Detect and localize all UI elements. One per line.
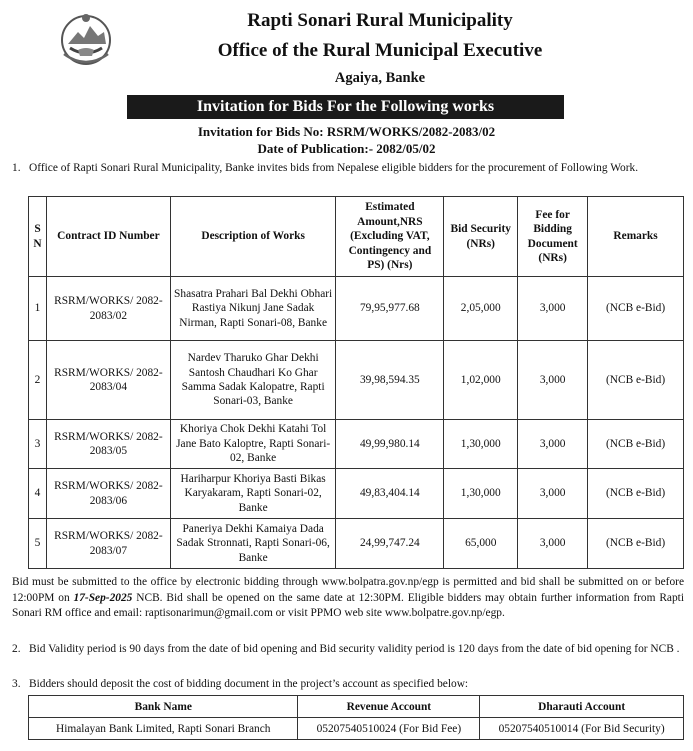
header-fee: Fee for Bidding Document (NRs) [518, 197, 588, 277]
revenue-account: 05207540510024 (For Bid Fee) [298, 718, 480, 740]
row-contract-id: RSRM/WORKS/ 2082-2083/07 [46, 519, 170, 569]
municipality-title: Rapti Sonari Rural Municipality [247, 10, 513, 31]
submission-text-a: Bid must be submitted to the office by electronic bidding through www.bolpatra.gov.np/egp is permitted and bid shall be submitted on or before 12:00PM on [12, 576, 684, 604]
row-security: 2,05,000 [444, 277, 518, 341]
table-row [29, 519, 684, 569]
deposit-number: 3. [12, 678, 21, 690]
row-description: Nardev Tharuko Ghar Dekhi Santosh Chaudhari Ko Ghar Samma Sadak Kalopatre, Rapti Sonari-03, Banke [170, 341, 336, 420]
row-fee: 3,000 [518, 277, 588, 341]
header-estimated-amount: Estimated Amount,NRS (Excluding VAT, Contingency and PS) (Nrs) [336, 197, 444, 277]
row-contract-id: RSRM/WORKS/ 2082-2083/04 [46, 341, 170, 420]
works-table-header [29, 197, 684, 277]
row-amount: 24,99,747.24 [336, 519, 444, 569]
intro-text: Office of Rapti Sonari Rural Municipality, Banke invites bids from Nepalese eligible bidders for the procurement of Following Work. [29, 162, 639, 174]
deposit-text: Bidders should deposit the cost of bidding document in the project’s account as specified below: [29, 678, 469, 690]
row-amount: 49,99,980.14 [336, 420, 444, 469]
bank-name: Himalayan Bank Limited, Rapti Sonari Branch [29, 718, 298, 740]
row-description: Hariharpur Khoriya Basti Bikas Karyakaram, Rapti Sonari-02, Banke [170, 469, 336, 519]
row-security: 1,02,000 [444, 341, 518, 420]
header-sn: S N [29, 197, 47, 277]
submission-deadline: 17-Sep-2025 [73, 591, 133, 604]
submission-text-b: NCB. Bid shall be opened on the same date at 12:30PM. Eligible bidders may obtain further information from Rapti Sonari RM office and email: raptisonarimun@gmail.com or visit PPMO web site www.bolpatre.gov.np/egp. [12, 591, 685, 619]
works-table [28, 196, 684, 569]
notice-banner: Invitation for Bids For the Following works [127, 95, 564, 119]
header-remarks: Remarks [588, 197, 684, 277]
table-row [29, 469, 684, 519]
row-contract-id: RSRM/WORKS/ 2082-2083/05 [46, 420, 170, 469]
header-contract-id: Contract ID Number [46, 197, 170, 277]
publication-date: Date of Publication:- 2082/05/02 [257, 141, 436, 156]
row-security: 1,30,000 [444, 469, 518, 519]
submission-paragraph [12, 575, 684, 622]
table-row [29, 277, 684, 341]
row-contract-id: RSRM/WORKS/ 2082-2083/02 [46, 277, 170, 341]
validity-paragraph [12, 642, 684, 658]
row-sn: 4 [29, 469, 47, 519]
row-amount: 79,95,977.68 [336, 277, 444, 341]
row-fee: 3,000 [518, 519, 588, 569]
row-sn: 1 [29, 277, 47, 341]
row-fee: 3,000 [518, 341, 588, 420]
row-remarks: (NCB e-Bid) [588, 469, 684, 519]
office-location: Agaiya, Banke [334, 70, 426, 86]
header-bank-name: Bank Name [29, 696, 298, 718]
row-fee: 3,000 [518, 469, 588, 519]
row-sn: 2 [29, 341, 47, 420]
header-bid-security: Bid Security (NRs) [444, 197, 518, 277]
row-description: Khoriya Chok Dekhi Katahi Tol Jane Bato Kaloptre, Rapti Sonari-02, Banke [170, 420, 336, 469]
table-row [29, 341, 684, 420]
deposit-paragraph [12, 677, 684, 693]
bank-table [28, 695, 684, 740]
validity-number: 2. [12, 643, 21, 655]
row-contract-id: RSRM/WORKS/ 2082-2083/06 [46, 469, 170, 519]
table-row [29, 420, 684, 469]
row-security: 65,000 [444, 519, 518, 569]
intro-paragraph [12, 161, 684, 177]
office-title: Office of the Rural Municipal Executive [217, 40, 543, 61]
row-amount: 49,83,404.14 [336, 469, 444, 519]
header-description: Description of Works [170, 197, 336, 277]
bank-table-header [29, 696, 684, 718]
header-revenue-account: Revenue Account [298, 696, 480, 718]
row-remarks: (NCB e-Bid) [588, 519, 684, 569]
row-description: Paneriya Dekhi Kamaiya Dada Sadak Stronnati, Rapti Sonari-06, Banke [170, 519, 336, 569]
row-remarks: (NCB e-Bid) [588, 341, 684, 420]
dharauti-account: 05207540510014 (For Bid Security) [480, 718, 684, 740]
row-fee: 3,000 [518, 420, 588, 469]
table-row [29, 718, 684, 740]
row-remarks: (NCB e-Bid) [588, 420, 684, 469]
row-sn: 5 [29, 519, 47, 569]
row-description: Shasatra Prahari Bal Dekhi Obhari Rastiya Nikunj Jane Sadak Nirman, Rapti Sonari-08, Banke [170, 277, 336, 341]
intro-number: 1. [12, 162, 21, 174]
validity-text: Bid Validity period is 90 days from the date of bid opening and Bid security validity period is 120 days from the date of bid opening for NCB . [29, 643, 680, 655]
nepal-emblem-icon [58, 10, 114, 68]
header-dharauti-account: Dharauti Account [480, 696, 684, 718]
row-sn: 3 [29, 420, 47, 469]
row-remarks: (NCB e-Bid) [588, 277, 684, 341]
bid-number: Invitation for Bids No: RSRM/WORKS/2082-2083/02 [197, 124, 496, 139]
row-amount: 39,98,594.35 [336, 341, 444, 420]
row-security: 1,30,000 [444, 420, 518, 469]
